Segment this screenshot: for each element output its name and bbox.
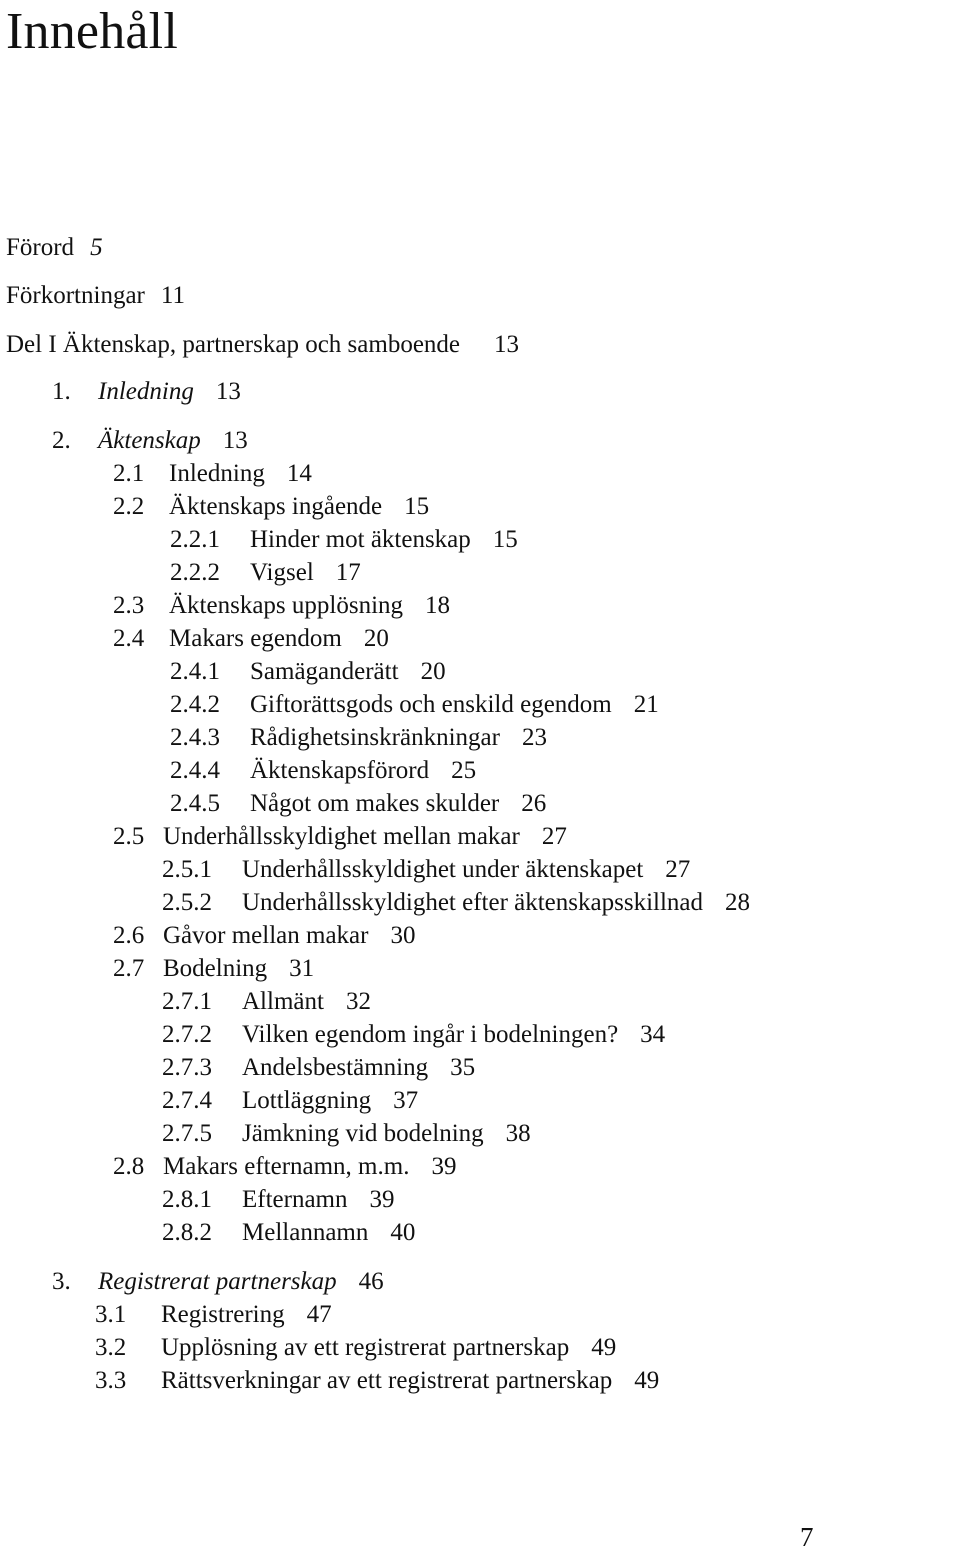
toc-entry-label: Rådighetsinskränkningar [250,724,500,751]
toc-entry-label: Äktenskap [98,427,201,454]
toc-entry-label: Andelsbestämning [242,1054,429,1081]
toc-entry-label: Mellannamn [242,1219,369,1246]
toc-entry-page: 5 [90,234,103,261]
toc-entry-2-3[interactable] [113,591,450,621]
toc-entry-2-2[interactable] [113,492,429,522]
toc-entry-number: 2.4 [113,625,145,652]
toc-entry-2-6[interactable] [113,921,415,951]
toc-entry-page: 23 [521,724,547,751]
toc-entry-2-4-3[interactable] [170,723,547,753]
toc-entry-2-4-1[interactable] [170,657,446,687]
toc-entry-label: Rättsverkningar av ett registrerat partnerskap [161,1367,613,1394]
toc-entry-page: 35 [450,1054,476,1081]
toc-entry-page: 20 [363,625,389,652]
toc-entry-label: Underhållsskyldighet efter äktenskapsskillnad [242,889,703,916]
toc-entry-page: 39 [431,1153,457,1180]
toc-entry-number: 2.1 [113,460,145,487]
toc-entry-page: 15 [404,493,430,520]
toc-entry-number: 3. [52,1268,71,1295]
toc-entry-label: Makars egendom [169,625,342,652]
toc-entry-label: Vilken egendom ingår i bodelningen? [242,1021,619,1048]
toc-entry-page: 26 [521,790,547,817]
toc-entry-2-7-4[interactable] [162,1086,418,1116]
toc-entry-number: 2.7 [113,955,145,982]
toc-entry-page: 21 [633,691,659,718]
toc-entry-2-4-2[interactable] [170,690,659,720]
toc-entry-page: 40 [390,1219,416,1246]
toc-entry-number: 2.5.2 [162,889,212,916]
toc-entry-3-1[interactable] [95,1300,332,1330]
toc-entry-2-7-5[interactable] [162,1119,531,1149]
toc-entry-2-7-2[interactable] [162,1020,665,1050]
toc-entry-2-4-4[interactable] [170,756,476,786]
toc-entry-chapter-2[interactable] [52,426,248,456]
toc-entry-number: 2.8 [113,1153,145,1180]
toc-entry-page: 39 [369,1186,395,1213]
toc-entry-2-7[interactable] [113,954,314,984]
toc-entry-label: Förord [6,234,75,261]
toc-entry-number: 2.5.1 [162,856,212,883]
toc-entry-label: Gåvor mellan makar [163,922,369,949]
toc-entry-label: Jämkning vid bodelning [242,1120,484,1147]
toc-entry-2-5[interactable] [113,822,567,852]
toc-entry-number: 1. [52,378,71,405]
toc-entry-page: 13 [215,378,241,405]
toc-entry-page: 28 [725,889,750,916]
toc-entry-label: Makars efternamn, m.m. [163,1153,410,1180]
toc-entry-chapter-3[interactable] [52,1267,384,1297]
toc-entry-page: 30 [390,922,416,949]
toc-entry-2-2-1[interactable] [170,525,518,555]
toc-entry-page: 49 [634,1367,660,1394]
toc-entry-page: 13 [222,427,248,454]
toc-entry-3-3[interactable] [95,1366,659,1396]
toc-entry-label: Bodelning [163,955,268,982]
toc-entry-number: 2.8.2 [162,1219,212,1246]
toc-entry-number: 2.4.5 [170,790,220,817]
toc-entry-page: 25 [451,757,477,784]
toc-entry-2-1[interactable] [113,459,312,489]
toc-entry-label: Underhållsskyldighet mellan makar [163,823,520,850]
page-number: 7 [800,1522,814,1552]
toc-entry-label: Förkortningar [6,282,145,309]
toc-entry-2-7-1[interactable] [162,987,371,1017]
toc-entry-page: 38 [505,1120,531,1147]
toc-entry-number: 2.7.3 [162,1054,212,1081]
toc-entry-number: 2.4.1 [170,658,220,685]
toc-entry-2-7-3[interactable] [162,1053,475,1083]
toc-entry-2-4[interactable] [113,624,389,654]
toc-entry-2-4-5[interactable] [170,789,546,819]
toc-entry-2-5-1[interactable] [162,855,690,885]
toc-entry-label: Upplösning av ett registrerat partnerskap [161,1334,570,1361]
toc-entry-page: 27 [541,823,567,850]
toc-entry-number: 2.4.3 [170,724,220,751]
toc-entry-page: 20 [420,658,446,685]
toc-entry-number: 2.4.2 [170,691,220,718]
toc-entry-page: 27 [665,856,691,883]
toc-entry-number: 3.2 [95,1334,127,1361]
toc-entry-label: Något om makes skulder [250,790,500,817]
toc-entry-label: Äktenskapsförord [250,757,430,784]
toc-entry-label: Efternamn [242,1186,348,1213]
toc-entry-number: 2.5 [113,823,145,850]
toc-entry-label: Registrering [161,1301,285,1328]
toc-entry-page: 18 [425,592,451,619]
toc-entry-2-8-2[interactable] [162,1218,415,1248]
toc-entry-number: 2.7.2 [162,1021,212,1048]
toc-entry-label: Hinder mot äktenskap [250,526,471,553]
toc-entry-number: 2.2.2 [170,559,220,586]
toc-entry-number: 2.4.4 [170,757,220,784]
toc-entry-page: 32 [345,988,371,1015]
toc-entry-label: Vigsel [250,559,314,586]
toc-entry-label: Inledning [98,378,194,405]
toc-entry-number: 3.3 [95,1367,127,1394]
toc-entry-label: Registrerat partnerskap [98,1268,337,1295]
toc-entry-2-5-2[interactable] [162,888,750,918]
toc-entry-page: 49 [591,1334,617,1361]
toc-entry-label: Del I Äktenskap, partnerskap och samboende [6,331,461,358]
toc-entry-label: Inledning [169,460,265,487]
toc-entry-page: 15 [492,526,518,553]
toc-entry-number: 2.2.1 [170,526,220,553]
toc-entry-2-8-1[interactable] [162,1185,395,1215]
toc-entry-label: Lottläggning [242,1087,372,1114]
toc-entry-number: 2.3 [113,592,145,619]
toc-entry-label: Giftorättsgods och enskild egendom [250,691,612,718]
toc-entry-page: 14 [286,460,312,487]
toc-entry-forkortningar[interactable] [6,281,185,311]
toc-entry-number: 3.1 [95,1301,127,1328]
toc-entry-number: 2.7.5 [162,1120,212,1147]
toc-entry-chapter-1[interactable] [52,377,241,407]
toc-entry-page: 17 [335,559,361,586]
toc-entry-del-1[interactable] [6,330,519,360]
toc-entry-label: Underhållsskyldighet under äktenskapet [242,856,644,883]
toc-entry-page: 47 [306,1301,332,1328]
toc-entry-page: 31 [289,955,315,982]
toc-entry-forord[interactable] [6,233,103,263]
toc-entry-number: 2. [52,427,71,454]
toc-entry-page: 13 [494,331,520,358]
toc-entry-2-2-2[interactable] [170,558,361,588]
toc-entry-number: 2.7.4 [162,1087,212,1114]
toc-entry-page: 37 [393,1087,419,1114]
toc-entry-number: 2.6 [113,922,145,949]
page-title: Innehåll [6,3,178,60]
toc-entry-page: 11 [160,282,185,309]
toc-entry-number: 2.7.1 [162,988,212,1015]
toc-entry-2-8[interactable] [113,1152,456,1182]
toc-entry-label: Äktenskaps upplösning [169,592,404,619]
toc-entry-page: 34 [640,1021,666,1048]
toc-entry-number: 2.2 [113,493,145,520]
toc-entry-3-2[interactable] [95,1333,616,1363]
toc-entry-page: 46 [358,1268,384,1295]
toc-entry-number: 2.8.1 [162,1186,212,1213]
toc-entry-label: Samäganderätt [250,658,399,685]
toc-entry-label: Äktenskaps ingående [169,493,383,520]
toc-entry-label: Allmänt [242,988,324,1015]
